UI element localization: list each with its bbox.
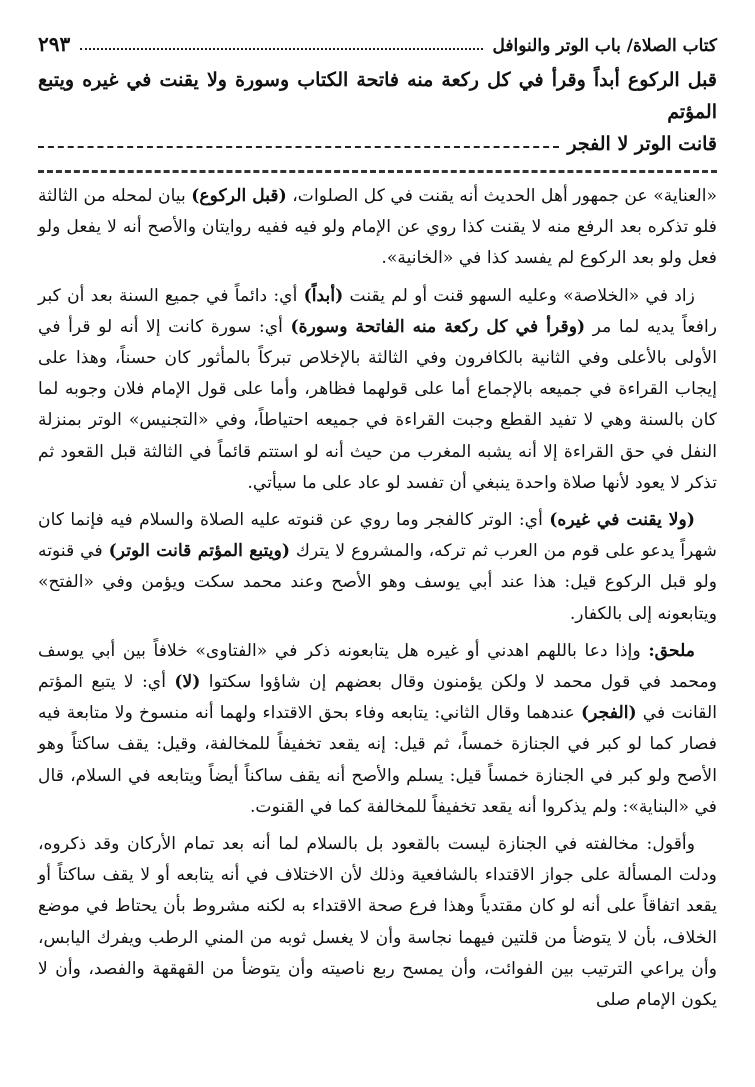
separator-rule xyxy=(38,170,717,173)
commentary-paragraph-4 xyxy=(38,636,717,823)
text-run: أي: الوتر كالفجر وما روي عن قنوته عليه الصلاة والسلام فيه فإنما كان شهراً يدعو على قوم من العرب ثم تركه، والمشروع لا يترك xyxy=(38,510,717,562)
header-leader-dots xyxy=(80,48,482,50)
matn-line-2-row xyxy=(38,128,717,160)
text-run: أي: دائماً في جميع السنة بعد أن كبر رافعاً يديه لما مر xyxy=(38,285,718,337)
bold-quote: (ويتبع المؤتم قانت الوتر) xyxy=(108,541,290,562)
text-run: وإذا دعا باللهم اهدني أو غيره هل يتابعونه ذكر في «الفتاوى» خلافاً بين أبي يوسف ومحمد في قول محمد لا ولكن يؤمنون وقال بعضهم إن شاؤوا سكتوا xyxy=(38,640,717,693)
text-run: بيان لمحله من الثالثة فلو تذكره بعد الرفع منه لا يقنت كذا روي عن الإمام ولو فيه ففيه روايتان والأصح أنه لا يفعل ولو فعل ولو بعد الركوع لم يفسد كذا في «الخانية». xyxy=(38,186,717,269)
bold-quote: (لا) xyxy=(174,672,201,693)
bold-quote: (قبل الركوع) xyxy=(191,186,287,206)
running-title: كتاب الصلاة/ باب الوتر والنوافل xyxy=(492,36,717,56)
bold-quote: (وقرأ في كل ركعة منه الفاتحة وسورة) xyxy=(290,316,586,337)
page-header xyxy=(38,22,717,56)
supplement-label: ملحق: xyxy=(648,640,695,661)
bold-quote: (أبداً) xyxy=(303,285,344,306)
page-number: ٢٩٣ xyxy=(38,32,71,56)
text-run: أي: لا يتبع المؤتم القانت في xyxy=(38,672,718,724)
commentary-paragraph-5 xyxy=(38,829,717,1016)
bold-quote: (الفجر) xyxy=(581,703,637,724)
text-run: أي: سورة كانت إلا أنه لو قرأ في الأولى بالأعلى وفي الثانية بالكافرون وفي الثالثة بالإخلاص تبركاً بالمأثور كان حسناً، وهذا على إيجاب القراءة في جميعه بالإجماع أما على قولهما فظاهر، وأما على قول الإمام فلان وجوبه لما كان بالسنة وهي لا تفيد القطع وجبت القراءة في جميعه احتياطاً، وفي «التجنيس» الوتر بمنزلة النفل في حق القراءة إلا أنه يشبه المغرب من حيث أنه لو استتم قائماً في الثالثة قبل القعود ثم تذكر لا يعود لأنها صلاة واحدة ينبغي أن تفسد لو عاد على ما سيأتي. xyxy=(38,316,717,493)
text-run: زاد في «الخلاصة» وعليه السهو قنت أو لم يقنت xyxy=(343,285,695,306)
text-run: وأقول: مخالفته في الجنازة ليست بالقعود بل بالسلام لما أنه بعد تمام الأركان وقد ذكروه، ودلت المسألة على جواز الاقتداء بالشافعية وذلك لأن الاختلاف في أنه يتابعه أو لا يقف ساكتاً أو يقعد اتفاقاً على أنه لو كان مقتدياً وهذا فرع صحة الاقتداء به لكنه مشروط بأن يحتاط في موضع الخلاف، بأن لا يتوضأ من قلتين فيهما نجاسة وأن لا يغسل ثوبه من المني الرطب ويفرك اليابس، وأن يراعي الترتيب بين الفوائت، وأن يمسح ربع ناصيته وأن يتوضأ من القهقهة والفصد، وأن لا يكون الإمام صلى xyxy=(38,834,717,1011)
commentary-paragraph-2 xyxy=(38,281,717,499)
book-page xyxy=(38,22,717,1067)
text-run: في قنوته ولو قبل الركوع قيل: هذا عند أبي يوسف وهو الأصح وعند محمد سكت ويؤمن وفي «الفتح» ويتابعونه إلى بالكفار. xyxy=(38,541,717,624)
matn-leader-dots xyxy=(38,146,559,148)
matn-text xyxy=(38,64,717,160)
text-run: عندهما وقال الثاني: يتابعه وفاء بحق الاقتداء ولهما أنه منسوخ ولا متابعة فيه فصار كما لو كبر في الجنازة خمساً، ثم قيل: إنه يقعد تخفيفاً للمخالفة، وقيل: يقف ساكتاً وهو الأصح ولو كبر في الجنازة خمساً قيل: يسلم والأصح أنه يقف ساكناً أيضاً ويتابعه في السلام، قال في «البناية»: ولم يذكروا أنه يقعد تخفيفاً للمخالفة كما في القنوت. xyxy=(38,703,717,817)
commentary xyxy=(38,181,717,1016)
commentary-paragraph-1 xyxy=(38,181,717,275)
commentary-paragraph-3 xyxy=(38,505,717,630)
matn-line-1: قبل الركوع أبداً وقرأ في كل ركعة منه فاتحة الكتاب وسورة ولا يقنت في غيره ويتبع المؤتم xyxy=(38,69,717,123)
text-run: «العناية» عن جمهور أهل الحديث أنه يقنت في كل الصلوات، xyxy=(286,186,717,206)
matn-line-2: قانت الوتر لا الفجر xyxy=(567,133,717,155)
bold-quote: (ولا يقنت في غيره) xyxy=(549,510,695,531)
